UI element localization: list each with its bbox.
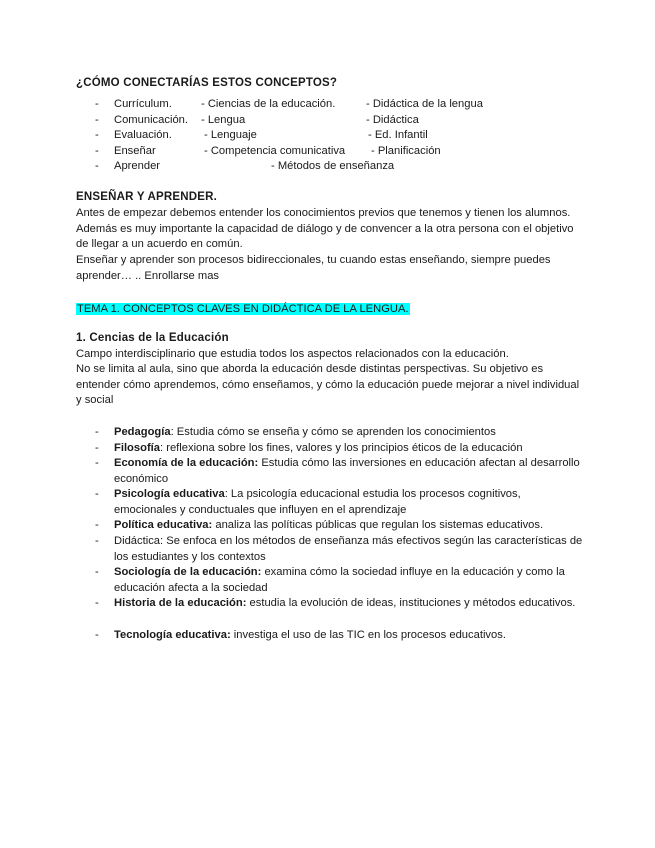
dash-marker: - (95, 442, 99, 454)
item-term: Pedagogía (114, 426, 171, 438)
item-term: Sociología de la educación: (114, 566, 262, 578)
item-text: Estudia cómo se enseña y cómo se aprenden los conocimientos (176, 426, 496, 438)
paragraph: Antes de empezar debemos entender los conocimientos previos que tenemos y tienen los alumnos. Además es muy importante la capacidad de diálogo y de convencer a la otra persona con el objetivo de llegar a un acuerdo en común. (76, 207, 574, 251)
concept-col2: - Ciencias de la educación. (201, 98, 336, 110)
concept-col3: - Didáctica (366, 114, 419, 126)
concept-col2: - Métodos de enseñanza (271, 160, 395, 172)
list-item (114, 425, 584, 441)
item-text: analiza las políticas públicas que regulan los sistemas educativos. (215, 519, 544, 531)
list-item (114, 456, 584, 487)
section-heading-education-sciences: 1. Cencias de la Educación (76, 332, 229, 344)
item-term: Psicología educativa (114, 488, 225, 500)
concept-col3: - Ed. Infantil (368, 129, 428, 141)
concept-col1: Currículum. (114, 98, 172, 110)
dash-marker: - (95, 129, 99, 141)
paragraph: Enseñar y aprender son procesos bidireccionales, tu cuando estas enseñando, siempre puedes aprender… .. Enrollarse mas (76, 254, 551, 282)
item-term: Economía de la educación: (114, 457, 259, 469)
dash-marker: - (95, 535, 99, 547)
item-text: reflexiona sobre los fines, valores y los principios éticos de la educación (166, 442, 523, 454)
concept-col1: Evaluación. (114, 129, 172, 141)
section-heading-teach-learn: ENSEÑAR Y APRENDER. (76, 191, 217, 203)
dash-marker: - (95, 426, 99, 438)
concept-col1: Enseñar (114, 145, 156, 157)
tema-title-highlight: TEMA 1. CONCEPTOS CLAVES EN DIDÁCTICA DE LA LENGUA. (77, 303, 409, 315)
dash-marker: - (95, 629, 99, 641)
dash-marker: - (95, 145, 99, 157)
item-sep: : (224, 488, 231, 500)
paragraph: No se limita al aula, sino que aborda la educación desde distintas perspectivas. Su objetivo es entender cómo aprendemos, cómo enseñamos, y cómo la educación puede mejorar a nivel individual y social (76, 363, 580, 407)
dash-marker: - (95, 160, 99, 172)
concept-col2: - Lengua (201, 114, 246, 126)
list-item (114, 596, 584, 612)
item-sep: : (170, 426, 177, 438)
dash-marker: - (95, 566, 99, 578)
item-sep: : (160, 442, 167, 454)
list-item (114, 441, 584, 457)
item-text: investiga el uso de las TIC en los procesos educativos. (233, 629, 506, 641)
concept-col3: - Planificación (371, 145, 441, 157)
concept-col2: - Lenguaje (204, 129, 257, 141)
list-item (114, 534, 584, 565)
dash-marker: - (95, 98, 99, 110)
list-item (114, 628, 584, 644)
concept-col1: Aprender (114, 160, 161, 172)
paragraph: Campo interdisciplinario que estudia todos los aspectos relacionados con la educación. (76, 348, 509, 360)
item-term: Historia de la educación: (114, 597, 247, 609)
tema-title (76, 299, 410, 317)
dash-marker: - (95, 488, 99, 500)
item-text: estudia la evolución de ideas, instituciones y métodos educativos. (249, 597, 576, 609)
list-item (114, 518, 584, 534)
concept-col2: - Competencia comunicativa (204, 145, 346, 157)
item-text: Estudia cómo las inversiones en educación afectan al desarrollo económico (114, 457, 580, 485)
dash-marker: - (95, 519, 99, 531)
list-item (114, 565, 584, 596)
item-text: Didáctica: Se enfoca en los métodos de enseñanza más efectivos según las características de los estudiantes y los contextos (114, 535, 583, 563)
item-term: Política educativa: (114, 519, 213, 531)
item-text: La psicología educacional estudia los procesos cognitivos, emocionales y conductuales que influyen en el aprendizaje (114, 488, 521, 516)
dash-marker: - (95, 457, 99, 469)
item-term: Filosofía (114, 442, 160, 454)
dash-marker: - (95, 114, 99, 126)
list-item (114, 487, 584, 518)
concept-col1: Comunicación. (114, 114, 188, 126)
item-term: Tecnología educativa: (114, 629, 231, 641)
concept-col3: - Didáctica de la lengua (366, 98, 483, 110)
dash-marker: - (95, 597, 99, 609)
item-text: examina cómo la sociedad influye en la educación y como la educación afecta a la sociedad (114, 566, 565, 594)
section-heading-concepts: ¿CÓMO CONECTARÍAS ESTOS CONCEPTOS? (76, 77, 338, 89)
